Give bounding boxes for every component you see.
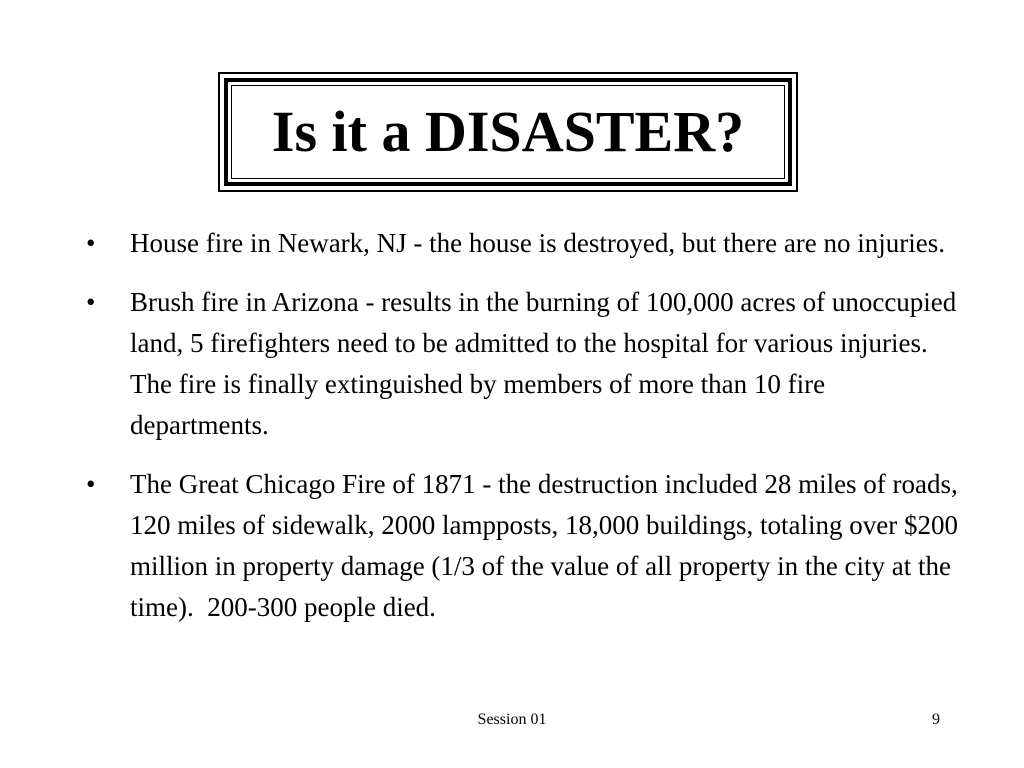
title-frame-core (231, 85, 785, 179)
bullet-text: Brush fire in Arizona - results in the burning of 100,000 acres of unoccupied land, 5 firefighters need to be admitted to the hospital for various injuries. The fire is finally extinguished by members of more than 10 fire departments. (130, 287, 964, 440)
bullet-dot-icon: • (86, 228, 96, 258)
title-frame-inner (224, 78, 792, 186)
slide-title: Is it a DISASTER? (271, 99, 745, 164)
bullet-text: House fire in Newark, NJ - the house is destroyed, but there are no injuries. (130, 228, 946, 258)
footer-session-label: Session 01 (477, 711, 547, 728)
bullet-dot-icon: • (86, 287, 96, 317)
bullet-dot-icon: • (86, 469, 96, 499)
bullet-item (80, 223, 960, 264)
title-frame (218, 72, 798, 192)
bullet-item (80, 282, 964, 446)
bullet-item (80, 464, 965, 628)
bullet-list (80, 223, 965, 646)
bullet-text: The Great Chicago Fire of 1871 - the destruction included 28 miles of roads, 120 miles of sidewalk, 2000 lampposts, 18,000 buildings, totaling over $200 million in property damage (1/3 of the value of all property in the city at the time). 200-300 people died. (130, 469, 965, 622)
footer-page-number: 9 (932, 711, 940, 728)
